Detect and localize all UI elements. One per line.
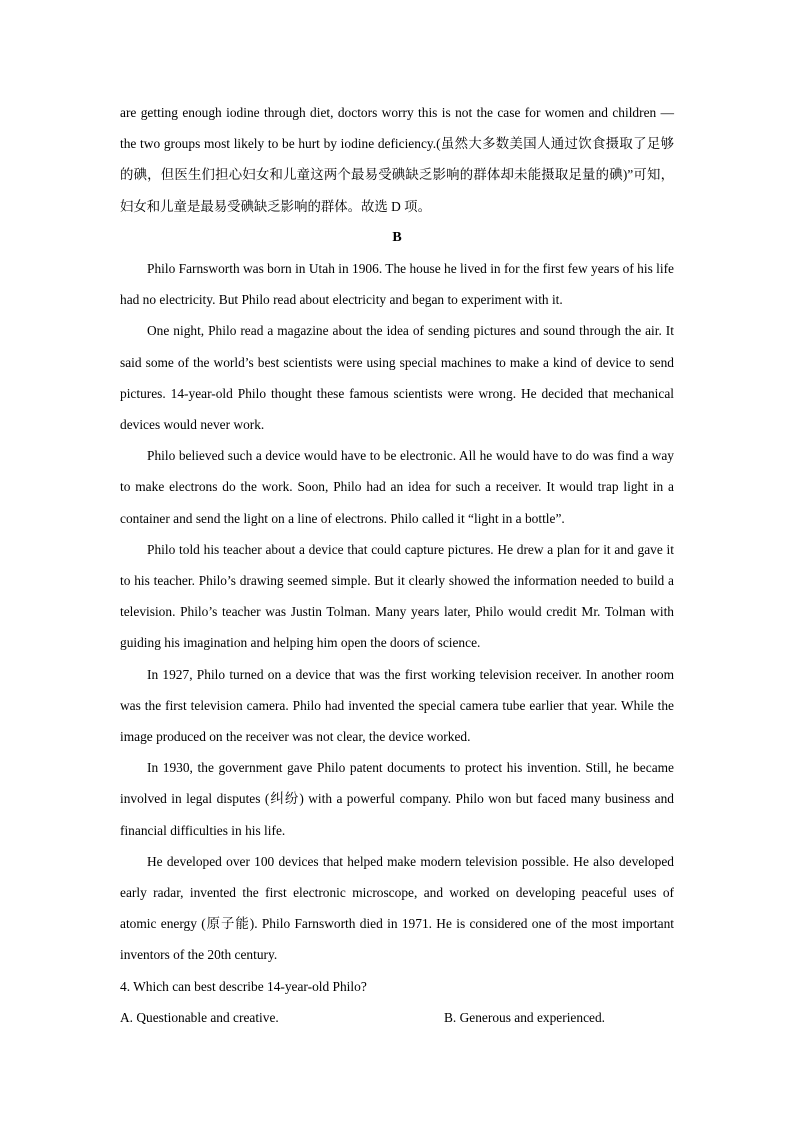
passage-paragraph-4: Philo told his teacher about a device that could capture pictures. He drew a plan for it and gave it to his teacher. Philo’s drawing seemed simple. But it clearly showed the information needed to build a television. Philo’s teacher was Justin Tolman. Many years later, Philo would credit Mr. Tolman with guiding his imagination and helping him open the doors of science. — [120, 541, 674, 651]
passage-paragraph-7: He developed over 100 devices that helped make modern television possible. He also developed early radar, invented the first electronic microscope, and worked on developing peaceful uses of atomic energy (原子能). Philo Farnsworth died in 1971. He is considered one of the most important inventors of the 20th century. — [120, 853, 674, 963]
section-heading: B — [392, 229, 402, 245]
passage-paragraph-5: In 1927, Philo turned on a device that was the first working television receiver. In another room was the first television camera. Philo had invented the special camera tube earlier that year. While the image produced on the receiver was not clear, the device worked. — [120, 666, 674, 745]
explanation-text: are getting enough iodine through diet, doctors worry this is not the case for women and children — the two groups most likely to be hurt by iodine deficiency.(虽然大多数美国人通过饮食摄取了足够的碘，但医生们担心妇女和儿童这两个最易受碘缺乏影响的群体却未能摄取足量的碘)”可知，妇女和儿童是最易受碘缺乏影响的群体。故选 D 项。 — [120, 105, 674, 214]
passage-paragraph-6: In 1930, the government gave Philo patent documents to protect his invention. Still, he became involved in legal disputes (纠纷) with a powerful company. Philo won but faced many business and financial difficulties in his life. — [120, 760, 674, 838]
question-options — [120, 1002, 674, 1033]
option-b: B. Generous and experienced. — [444, 1009, 605, 1025]
option-a: A. Questionable and creative. — [120, 1009, 279, 1025]
question-stem: 4. Which can best describe 14-year-old Philo? — [120, 978, 367, 994]
document-page — [120, 97, 674, 1033]
passage-paragraph-2: One night, Philo read a magazine about the idea of sending pictures and sound through the air. It said some of the world’s best scientists were using special machines to make a kind of device to send pictures. 14-year-old Philo thought these famous scientists were wrong. He decided that mechanical devices would never work. — [120, 323, 674, 433]
passage-paragraph-1: Philo Farnsworth was born in Utah in 1906. The house he lived in for the first few years of his life had no electricity. But Philo read about electricity and began to experiment with it. — [120, 261, 674, 308]
passage-paragraph-3: Philo believed such a device would have to be electronic. All he would have to do was find a way to make electrons do the work. Soon, Philo had an idea for such a receiver. It would trap light in a container and send the light on a line of electrons. Philo called it “light in a bottle”. — [120, 448, 674, 526]
